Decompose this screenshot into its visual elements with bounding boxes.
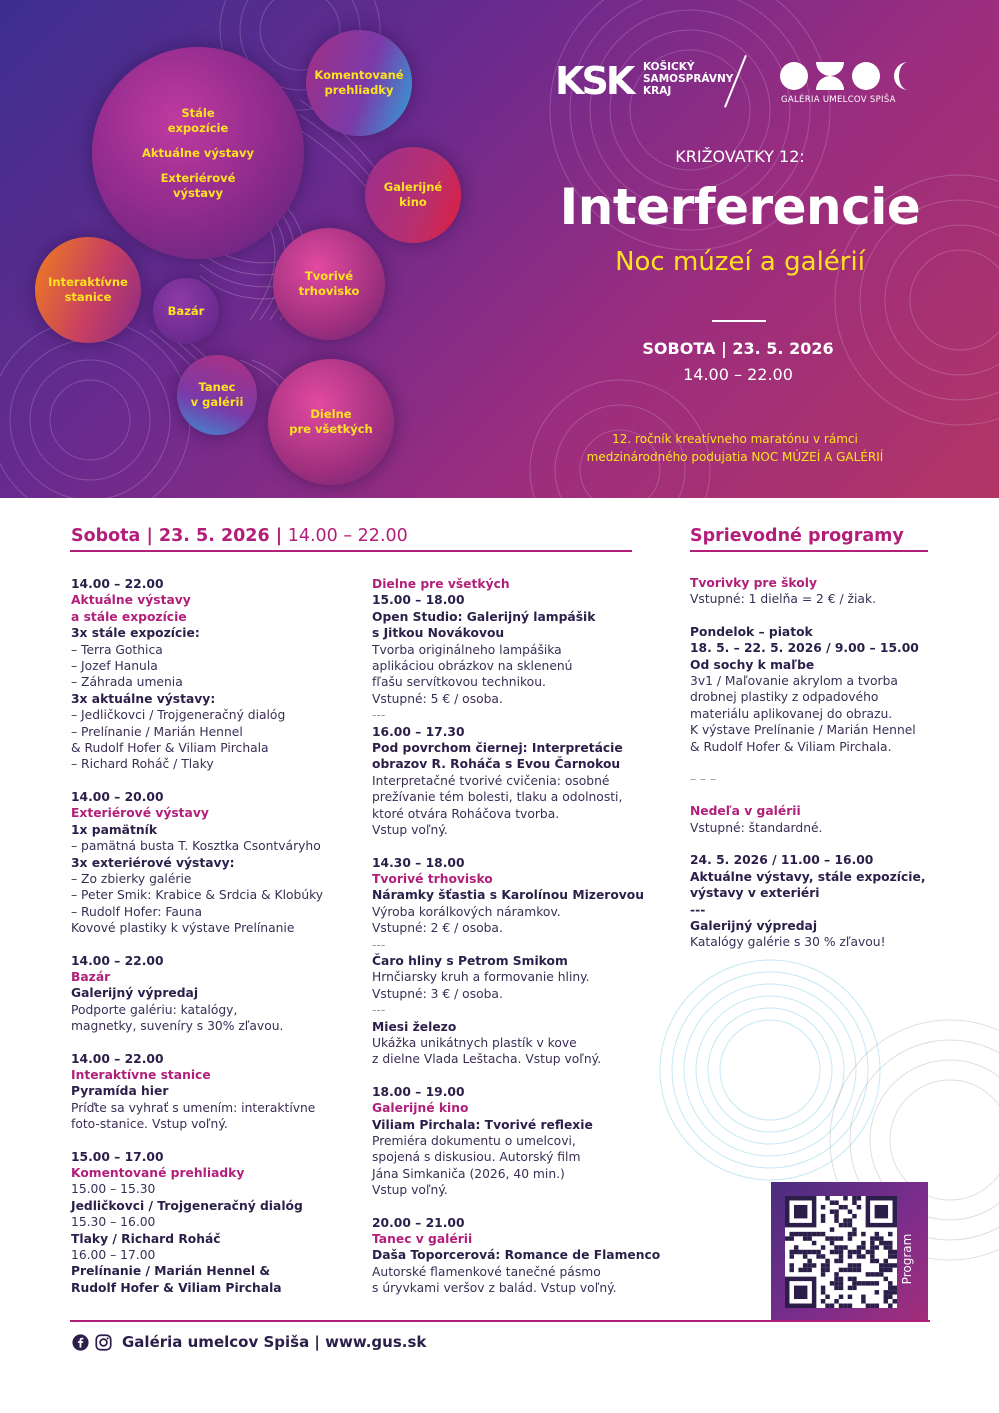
side-programs-column (690, 575, 940, 951)
program-column-1 (71, 576, 361, 1296)
facebook-icon[interactable] (72, 1334, 89, 1351)
program-column-2 (372, 576, 662, 1297)
program-item-text: Podporte galériu: katalógy, (71, 1002, 238, 1017)
program-item-text: – Rudolf Hofer: Fauna (71, 904, 202, 919)
program-section-title: Dielne pre všetkých (372, 577, 510, 591)
bubble-expozicie (92, 47, 304, 259)
program-item-text: Autorské flamenkové tanečné pásmo (372, 1264, 601, 1279)
footer-text[interactable]: Galéria umelcov Spiša | www.gus.sk (122, 1333, 427, 1351)
partner-logos (555, 55, 925, 115)
program-item-heading: Open Studio: Galerijný lampášik (372, 609, 596, 624)
event-subtitle: Noc múzeí a galérií (615, 247, 865, 277)
program-item-text: drobnej plastiky z odpadového (690, 690, 879, 705)
program-item-text: – Záhrada umenia (71, 675, 183, 690)
program-item-heading: Galerijný výpredaj (71, 986, 199, 1001)
event-description-line: 12. ročník kreatívneho maratónu v rámci (612, 432, 858, 446)
program-item-heading: Miesi železo (372, 1019, 457, 1034)
program-item-text: fľašu servítkovou technikou. (372, 675, 546, 690)
program-item-heading: výstavy v exteriéri (690, 886, 820, 901)
instagram-icon[interactable] (95, 1334, 112, 1351)
program-item-heading: 3x stále expozície: (71, 626, 200, 641)
gus-name: GALÉRIA UMELCOV SPIŠA (781, 95, 896, 105)
program-item-text: 16.00 – 17.00 (71, 1248, 156, 1263)
program-section-title: Galerijné kino (372, 1101, 469, 1116)
hero-banner (0, 0, 999, 498)
bubble-label: trhovisko (298, 284, 360, 298)
program-item-heading: 20.00 – 21.00 (372, 1215, 465, 1230)
ksk-name-line: KOŠICKÝ (643, 61, 695, 73)
bubble-label: Interaktívne (48, 275, 128, 289)
side-heading: Sprievodné programy (690, 526, 904, 546)
program-item-heading: 14.00 – 22.00 (71, 577, 164, 591)
footer-rule (70, 1320, 930, 1322)
bubble-bazar (153, 278, 219, 344)
program-item-text: Príďte sa vyhrať s umením: interaktívne (71, 1100, 316, 1115)
program-item-text: spojená s diskusiou. Autorský film (372, 1150, 581, 1165)
program-item-heading: Viliam Pirchala: Tvorivé reflexie (372, 1117, 593, 1132)
program-item-heading: Galerijný výpredaj (690, 918, 818, 933)
program-item-heading: 15.00 – 18.00 (372, 593, 465, 608)
program-item-heading: 16.00 – 17.30 (372, 724, 465, 739)
program-item-heading: Daša Toporcerová: Romance de Flamenco (372, 1248, 661, 1263)
program-item-text: materiálu aplikovanej do obrazu. (690, 706, 893, 721)
program-item-text: ktoré otvára Roháčova tvorba. (372, 806, 560, 821)
program-item-text: 15.00 – 15.30 (71, 1182, 156, 1197)
gus-logo-icon (780, 59, 920, 93)
qr-code-panel[interactable] (771, 1182, 928, 1322)
bubble-interaktivne-stanice (35, 237, 141, 343)
program-item-text: – Peter Smik: Krabice & Srdcia & Klobúky (71, 888, 324, 903)
bubble-label: Dielne (310, 407, 352, 421)
program-item-text: – Richard Roháč / Tlaky (71, 757, 214, 772)
spacer (71, 773, 361, 789)
spacer (690, 787, 940, 803)
bubble-galerijne-kino (365, 147, 461, 243)
program-item-text: K výstave Prelínanie / Marián Hennel (690, 723, 916, 738)
spacer (71, 1035, 361, 1051)
bubble-label: Komentované (314, 68, 404, 82)
bubble-label: výstavy (172, 185, 224, 200)
program-item-text: --- (372, 708, 386, 723)
program-item-heading: 14.30 – 18.00 (372, 855, 465, 870)
program-item-text: prežívanie tém bolesti, tlaku a odolnosti, (372, 790, 623, 805)
program-item-heading: 14.00 – 22.00 (71, 1051, 164, 1066)
program-item-heading: 15.00 – 17.00 (71, 1149, 164, 1164)
program-item-heading: --- (690, 902, 706, 917)
hero-divider (712, 320, 766, 322)
program-item-text: & Rudolf Hofer & Viliam Pirchala. (690, 739, 892, 754)
program-item-text: – – – (690, 772, 717, 787)
program-item-text: 3v1 / Maľovanie akrylom a tvorba (690, 674, 898, 689)
program-item-heading: Pod povrchom čiernej: Interpretácie (372, 741, 623, 756)
program-heading-time: 14.00 – 22.00 (282, 526, 408, 546)
qr-code-icon (785, 1196, 897, 1308)
program-item-heading: Tlaky / Richard Roháč (71, 1231, 221, 1246)
program-item-heading: 24. 5. 2026 / 11.00 – 16.00 (690, 853, 874, 868)
program-item-heading: Rudolf Hofer & Viliam Pirchala (71, 1280, 282, 1295)
program-section-title: Tvorivé trhovisko (372, 871, 493, 886)
program-item-text: Vstup voľný. (372, 1183, 448, 1198)
program-item-heading: Pyramída hier (71, 1084, 169, 1099)
program-section-title: Tvorivky pre školy (690, 576, 817, 590)
spacer (71, 937, 361, 953)
bubble-komentovane-prehliadky (306, 30, 412, 136)
bubble-label: v galérii (190, 395, 244, 409)
program-item-text: Interpretačné tvorivé cvičenia: osobné (372, 773, 610, 788)
program-heading-date: Sobota | 23. 5. 2026 | (71, 526, 283, 546)
program-item-text: – Prelínanie / Marián Hennel (71, 724, 243, 739)
bubble-tanec-v-galerii (177, 355, 257, 435)
bubble-label: kino (399, 195, 427, 209)
spacer (372, 839, 662, 855)
bubble-label: Tvorivé (304, 269, 354, 283)
program-item-heading: s Jitkou Novákovou (372, 626, 505, 641)
program-section-title: Aktuálne výstavy (71, 593, 191, 608)
program-item-text: Vstup voľný. (372, 823, 448, 838)
side-heading-rule (690, 550, 928, 552)
program-item-heading: Aktuálne výstavy, stále expozície, (690, 869, 926, 884)
event-description-line: medzinárodného podujatia NOC MÚZEÍ A GALÉRIÍ (586, 450, 884, 464)
event-description (540, 430, 930, 466)
program-item-heading: Jedličkovci / Trojgeneračný dialóg (71, 1198, 303, 1213)
ksk-name-line: SAMOSPRÁVNY (643, 73, 734, 85)
spacer (71, 1133, 361, 1149)
event-date: SOBOTA | 23. 5. 2026 (642, 339, 834, 358)
event-title: Interferencie (559, 178, 921, 236)
program-item-text: z dielne Vlada Leštacha. Vstup voľný. (372, 1052, 602, 1067)
program-item-text: Kovové plastiky k výstave Prelínanie (71, 921, 295, 936)
program-item-text: Vstupné: 2 € / osoba. (372, 921, 503, 936)
bubble-label: Tanec (198, 380, 236, 394)
event-time: 14.00 – 22.00 (683, 365, 793, 384)
program-heading (71, 526, 408, 546)
program-item-heading: 14.00 – 22.00 (71, 953, 164, 968)
bubble-label: Aktuálne výstavy (141, 145, 254, 160)
program-item-text: Vstupné: 1 dielňa = 2 € / žiak. (690, 592, 876, 607)
bubble-dielne-pre-vsetkych (268, 359, 394, 485)
program-item-heading: Od sochy k maľbe (690, 657, 815, 672)
program-item-heading: 14.00 – 20.00 (71, 789, 164, 804)
program-item-text: Tvorba originálneho lampášika (372, 642, 562, 657)
program-item-heading: Čaro hliny s Petrom Smikom (372, 953, 568, 968)
ksk-name-line: KRAJ (643, 85, 672, 97)
program-item-text: magnetky, suveníry s 30% zľavou. (71, 1019, 284, 1034)
program-section-title: Komentované prehliadky (71, 1166, 245, 1180)
program-heading-rule (70, 550, 632, 552)
qr-code[interactable] (785, 1196, 897, 1308)
program-item-heading: 3x exteriérové výstavy: (71, 855, 235, 870)
program-item-heading: 1x pamätník (71, 822, 158, 837)
program-item-text: Katalógy galérie s 30 % zľavou! (690, 935, 886, 950)
program-section-title: Exteriérové výstavy (71, 806, 209, 821)
program-item-text: s úryvkami veršov z balád. Vstup voľný. (372, 1281, 617, 1296)
bubble-label: prehliadky (324, 83, 394, 97)
ksk-name (643, 61, 733, 97)
bubble-label: Bazár (167, 303, 205, 318)
program-item-text: Vstupné: štandardné. (690, 820, 823, 835)
bubble-label: Exteriérové (160, 170, 236, 185)
program-item-heading: Náramky šťastia s Karolínou Mizerovou (372, 888, 645, 903)
bubble-label: pre všetkých (289, 422, 373, 436)
event-kicker: KRIŽOVATKY 12: (675, 147, 805, 166)
program-item-heading: 3x aktuálne výstavy: (71, 691, 216, 706)
program-item-text: – Jozef Hanula (71, 659, 158, 674)
program-section-title: a stále expozície (71, 609, 187, 624)
program-item-text: Vstupné: 5 € / osoba. (372, 691, 503, 706)
program-item-text: – Jedličkovci / Trojgeneračný dialóg (71, 708, 286, 723)
program-item-text: – pamätná busta T. Kosztka Csontváryho (71, 839, 321, 854)
program-section-title: Nedeľa v galérii (690, 804, 801, 819)
program-section-title: Tanec v galérii (372, 1232, 473, 1247)
program-item-heading: Prelínanie / Marián Hennel & (71, 1264, 271, 1279)
program-item-text: aplikáciou obrázkov na sklenenú (372, 659, 573, 674)
program-item-heading: Pondelok – piatok (690, 624, 813, 639)
bubble-tvorive-trhovisko (273, 228, 385, 340)
program-item-text: 15.30 – 16.00 (71, 1215, 156, 1230)
program-section-title: Bazár (71, 969, 111, 984)
program-item-text: Jána Simkaniča (2026, 40 min.) (372, 1166, 565, 1181)
program-item-text: Vstupné: 3 € / osoba. (372, 986, 503, 1001)
program-item-heading: 18. 5. – 22. 5. 2026 / 9.00 – 15.00 (690, 641, 919, 656)
bubble-label: Galerijné (383, 180, 443, 194)
program-item-text: – Zo zbierky galérie (71, 871, 192, 886)
program-item-text: Hrnčiarsky kruh a formovanie hliny. (372, 970, 590, 985)
spacer (690, 608, 940, 624)
bubble-label: Stále (181, 105, 215, 120)
program-section-title: Interaktívne stanice (71, 1067, 211, 1082)
program-item-text: --- (372, 937, 386, 952)
program-item-text: – Terra Gothica (71, 642, 163, 657)
program-item-heading: 18.00 – 19.00 (372, 1084, 465, 1099)
program-item-text: Výroba korálkových náramkov. (372, 904, 561, 919)
bubble-label: expozície (167, 120, 229, 135)
spacer (372, 1068, 662, 1084)
program-item-text: foto-stanice. Vstup voľný. (71, 1117, 228, 1132)
bubble-label: stanice (64, 290, 112, 304)
spacer (372, 1199, 662, 1215)
program-item-text: --- (372, 1003, 386, 1018)
ksk-logo: KSK (555, 59, 633, 103)
spacer (690, 836, 940, 852)
qr-code-label: Program (900, 1233, 914, 1285)
program-item-heading: obrazov R. Roháča s Evou Čarnokou (372, 757, 621, 772)
program-item-text: Premiéra dokumentu o umelcovi, (372, 1134, 576, 1148)
spacer (690, 755, 940, 771)
program-item-text: Ukážka unikátnych plastík v kove (372, 1035, 577, 1050)
footer (72, 1333, 426, 1351)
program-item-text: & Rudolf Hofer & Viliam Pirchala (71, 741, 269, 756)
